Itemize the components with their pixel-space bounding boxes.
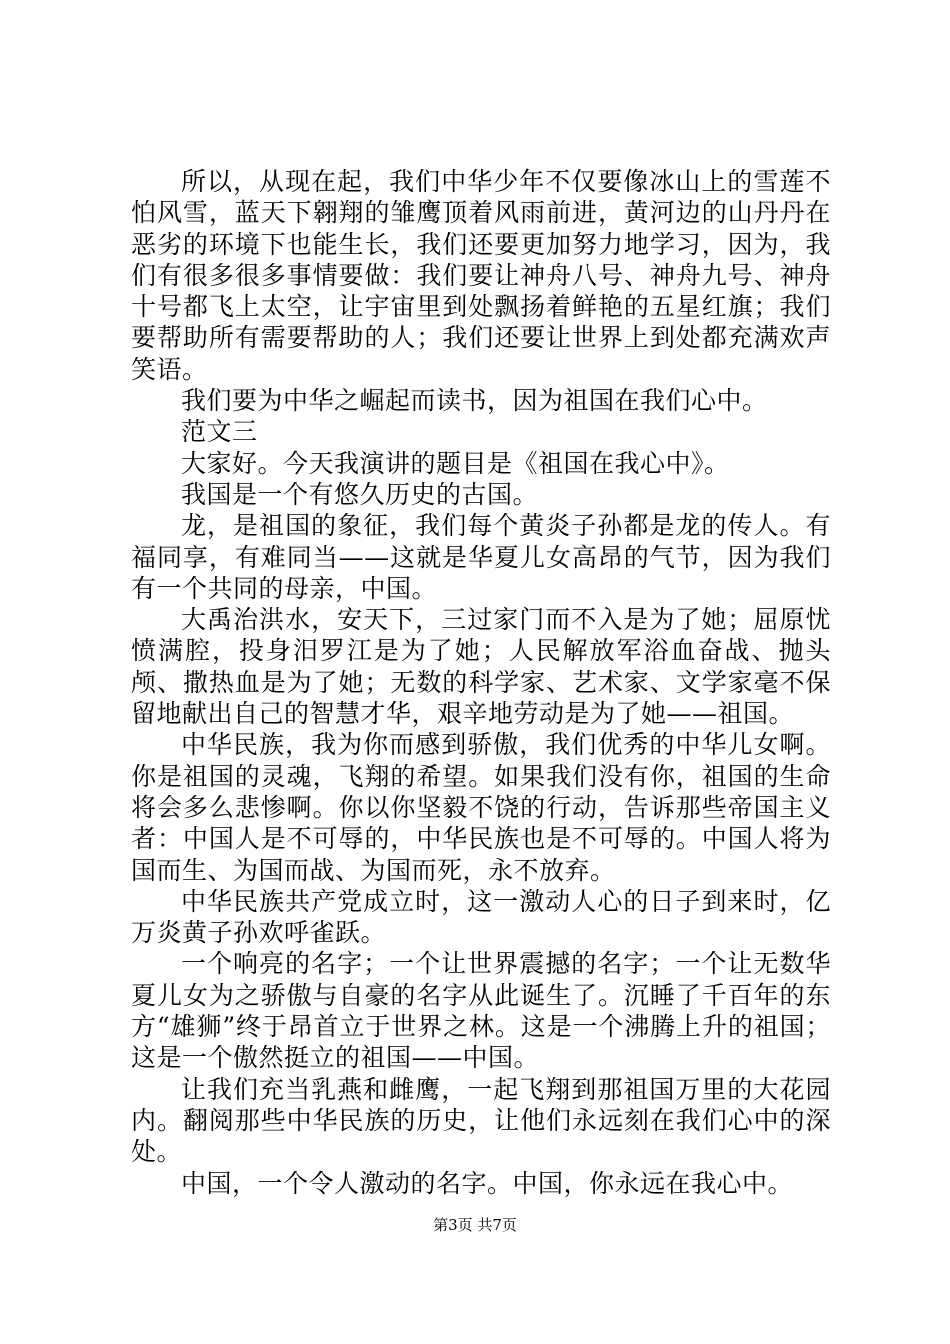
page-number-footer: 第3页 共7页 xyxy=(433,1216,517,1234)
paragraph: 大家好。今天我演讲的题目是《祖国在我心中》。 xyxy=(181,448,730,478)
paragraph: 中国，一个令人激动的名字。中国，你永远在我心中。 xyxy=(181,1168,794,1198)
paragraph: 所以，从现在起，我们中华少年不仅要像冰山上的雪莲不怕风雪，蓝天下翱翔的雏鹰顶着风雨前进，黄河边的山丹丹在恶劣的环境下也能生长，我们还要更加努力地学习，因为，我们有很多很多事情要做：我们要让神舟八号、神舟九号、神舟十号都飞上太空，让宇宙里到处飘扬着鲜艳的五星红旗；我们要帮助所有需要帮助的人；我们还要让世界上到处都充满欢声笑语。 xyxy=(131,167,831,384)
paragraph: 龙，是祖国的象征，我们每个黄炎子孙都是龙的传人。有福同享，有难同当——这就是华夏儿女高昂的气节，因为我们有一个共同的母亲，中国。 xyxy=(131,511,831,603)
document-body xyxy=(131,166,831,1199)
paragraph: 中华民族共产党成立时，这一激动人心的日子到来时，亿万炎黄子孙欢呼雀跃。 xyxy=(131,886,831,948)
section-heading: 范文三 xyxy=(181,417,258,447)
paragraph: 我们要为中华之崛起而读书，因为祖国在我们心中。 xyxy=(181,386,768,416)
paragraph: 让我们充当乳燕和雌鹰，一起飞翔到那祖国万里的大花园内。翻阅那些中华民族的历史，让他们永远刻在我们心中的深处。 xyxy=(131,1074,831,1167)
paragraph: 一个响亮的名字；一个让世界震撼的名字；一个让无数华夏儿女为之骄傲与自豪的名字从此诞生了。沉睡了千百年的东方“雄狮”终于昂首立于世界之林。这是一个沸腾上升的祖国；这是一个傲然挺立的祖国——中国。 xyxy=(131,949,831,1073)
paragraph: 大禹治洪水，安天下，三过家门而不入是为了她；屈原忧愤满腔，投身汨罗江是为了她；人民解放军浴血奋战、抛头颅、撒热血是为了她；无数的科学家、艺术家、文学家毫不保留地献出自己的智慧才华，艰辛地劳动是为了她——祖国。 xyxy=(131,605,831,729)
paragraph: 我国是一个有悠久历史的古国。 xyxy=(181,479,539,509)
paragraph: 中华民族，我为你而感到骄傲，我们优秀的中华儿女啊。你是祖国的灵魂，飞翔的希望。如果我们没有你，祖国的生命将会多么悲惨啊。你以你坚毅不饶的行动，告诉那些帝国主义者：中国人是不可辱的，中华民族也是不可辱的。中国人将为国而生、为国而战、为国而死，永不放弃。 xyxy=(131,730,831,885)
